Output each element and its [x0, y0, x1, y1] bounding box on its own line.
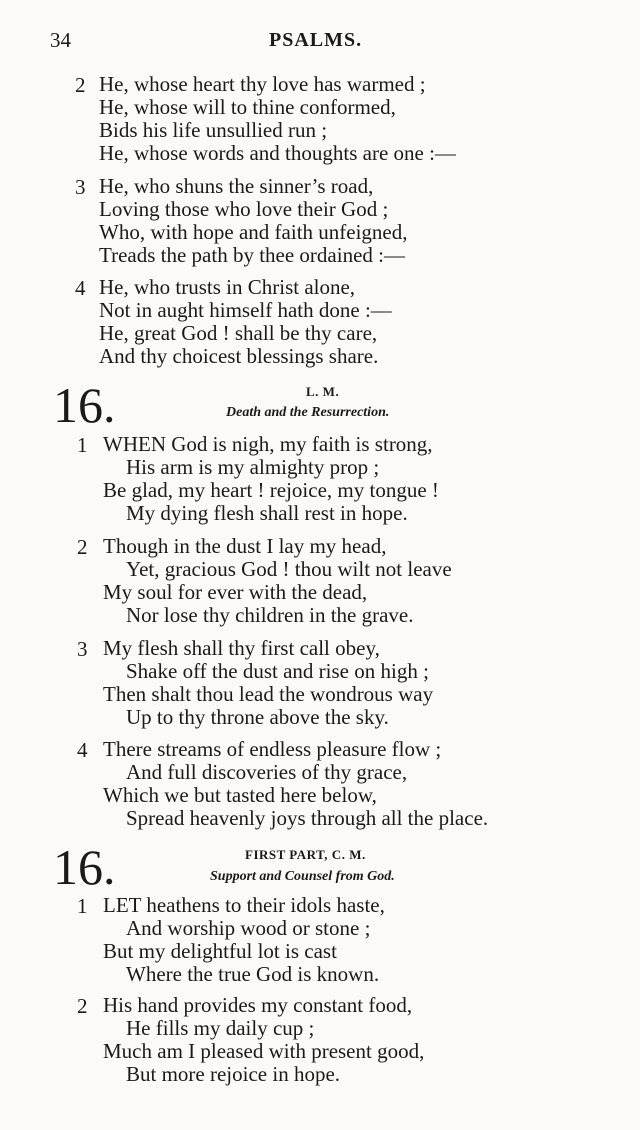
verse-line: He fills my daily cup ; — [126, 1016, 315, 1040]
verse-line: He, whose will to thine conformed, — [99, 95, 396, 119]
verse-number: 2 — [77, 994, 88, 1018]
verse-line: Shake off the dust and rise on high ; — [126, 659, 429, 683]
verse-line: Treads the path by thee ordained :— — [99, 243, 405, 267]
verse-number: 3 — [75, 175, 86, 199]
verse-line: He, whose words and thoughts are one :— — [99, 141, 456, 165]
running-head: PSALMS. — [269, 29, 363, 51]
verse-line: His hand provides my constant food, — [103, 993, 413, 1017]
verse-line: He, who shuns the sinner’s road, — [99, 174, 374, 198]
verse-line: Who, with hope and faith unfeigned, — [99, 220, 408, 244]
verse-line: Then shalt thou lead the wondrous way — [103, 682, 434, 706]
verse-line: Which we but tasted here below, — [103, 783, 377, 807]
verse-line: His arm is my almighty prop ; — [126, 455, 380, 479]
hymn-meter: FIRST PART, C. M. — [245, 847, 366, 862]
verse-line: My flesh shall thy first call obey, — [103, 636, 380, 660]
verse-line: Though in the dust I lay my head, — [103, 534, 387, 558]
page-number: 34 — [50, 28, 71, 52]
verse-line: Spread heavenly joys through all the place. — [126, 806, 489, 830]
verse-line: He, great God ! shall be thy care, — [99, 321, 378, 345]
hymn-subtitle: Support and Counsel from God. — [210, 869, 395, 884]
verse-line: And full discoveries of thy grace, — [126, 760, 408, 784]
hymn-number: 16. — [53, 377, 116, 433]
verse-line: Where the true God is known. — [126, 962, 380, 986]
verse-number: 3 — [77, 637, 88, 661]
verse-line: LET heathens to their idols haste, — [103, 893, 385, 917]
verse-number: 2 — [75, 73, 86, 97]
verse-line: But more rejoice in hope. — [126, 1062, 341, 1086]
verse-line: Be glad, my heart ! rejoice, my tongue ! — [103, 478, 439, 502]
verse-line: But my delightful lot is cast — [103, 939, 337, 963]
verse-line: There streams of endless pleasure flow ; — [103, 737, 442, 761]
verse-line: He, whose heart thy love has warmed ; — [99, 72, 426, 96]
verse-line: And worship wood or stone ; — [126, 916, 371, 940]
verse-line: Loving those who love their God ; — [99, 197, 389, 221]
verse-line: And thy choicest blessings share. — [99, 344, 379, 368]
verse-line: Nor lose thy children in the grave. — [126, 603, 414, 627]
verse-line: Bids his life unsullied run ; — [99, 118, 328, 142]
verse-line: My dying flesh shall rest in hope. — [126, 501, 408, 525]
verse-number: 1 — [77, 894, 88, 918]
verse-line: My soul for ever with the dead, — [103, 580, 368, 604]
hymn-subtitle: Death and the Resurrection. — [226, 405, 390, 420]
verse-line: WHEN God is nigh, my faith is strong, — [103, 432, 433, 456]
verse-line: Yet, gracious God ! thou wilt not leave — [126, 557, 452, 581]
verse-number: 4 — [75, 276, 86, 300]
verse-line: Much am I pleased with present good, — [103, 1039, 425, 1063]
verse-line: Not in aught himself hath done :— — [99, 298, 392, 322]
hymn-meter: L. M. — [306, 384, 340, 399]
verse-number: 1 — [77, 433, 88, 457]
verse-number: 4 — [77, 738, 88, 762]
verse-number: 2 — [77, 535, 88, 559]
hymn-number: 16. — [53, 839, 116, 895]
verse-line: Up to thy throne above the sky. — [126, 705, 389, 729]
verse-line: He, who trusts in Christ alone, — [99, 275, 356, 299]
